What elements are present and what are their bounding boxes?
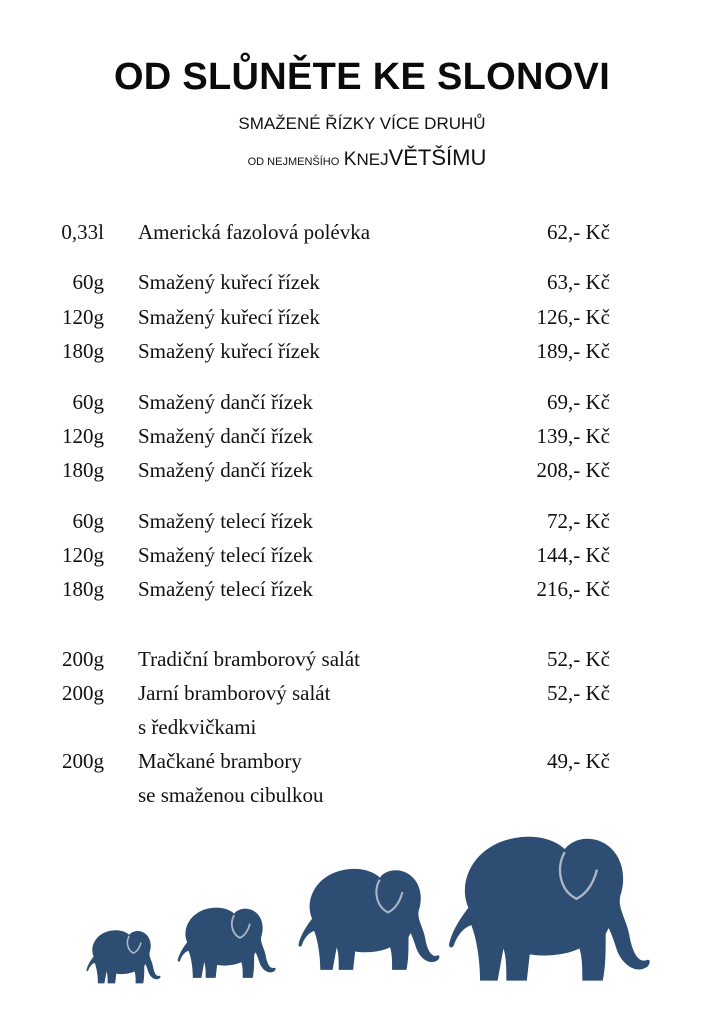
- menu-row-name: Smažený dančí řízek: [138, 390, 313, 414]
- menu-row-name: Smažený telecí řízek: [138, 543, 313, 567]
- menu-row-qty: 200g: [62, 681, 104, 705]
- menu-row-price: 126,- Kč: [536, 305, 610, 329]
- menu-row-qty: 180g: [62, 458, 104, 482]
- menu-row-qty: 200g: [62, 647, 104, 671]
- menu-row: [0, 424, 724, 458]
- menu-row: [0, 681, 724, 749]
- menu-row-price: 139,- Kč: [536, 424, 610, 448]
- menu-title: OD SLŮNĚTE KE SLONOVI: [113, 56, 611, 98]
- menu-subtitle: SMAŽENÉ ŘÍZKY VÍCE DRUHŮ: [238, 114, 486, 133]
- menu-row-name: Mačkané brambory: [138, 749, 302, 773]
- menu-row-name: Smažený kuřecí řízek: [138, 339, 320, 363]
- menu-row-price: 144,- Kč: [536, 543, 610, 567]
- menu-row: [0, 220, 724, 254]
- menu-row-qty: 200g: [62, 749, 104, 773]
- menu-row: [0, 458, 724, 492]
- menu-row-qty: 120g: [62, 543, 104, 567]
- menu-row-price: 52,- Kč: [547, 681, 610, 705]
- menu-row-price: 62,- Kč: [547, 220, 610, 244]
- elephant-calf-small-icon: [78, 923, 168, 985]
- menu-row-price: 52,- Kč: [547, 647, 610, 671]
- menu-row: [0, 390, 724, 424]
- elephant-family-icon: [70, 815, 655, 985]
- menu-row-price: 72,- Kč: [547, 509, 610, 533]
- menu-row-qty: 180g: [62, 577, 104, 601]
- menu-row-name: Tradiční bramborový salát: [138, 647, 361, 671]
- menu-row-name: Smažený kuřecí řízek: [138, 305, 320, 329]
- menu-row-price: 49,- Kč: [547, 749, 610, 773]
- menu-row-qty: 60g: [72, 270, 104, 294]
- menu-tagline: [0, 145, 724, 171]
- tagline-part: K: [343, 149, 357, 170]
- tagline-part: NEJ: [356, 150, 389, 169]
- menu-row-price: 69,- Kč: [547, 390, 610, 414]
- menu-row-price: 189,- Kč: [536, 339, 610, 363]
- menu-row-price: 63,- Kč: [547, 270, 610, 294]
- menu-row-qty: 0,33l: [61, 220, 104, 244]
- menu-row-name: Smažený kuřecí řízek: [138, 270, 320, 294]
- menu-row-qty: 180g: [62, 339, 104, 363]
- tagline-part: VĚTŠÍMU: [388, 145, 487, 170]
- tagline-part: OD NEJMENŠÍHO: [247, 156, 340, 168]
- menu-row-name: Smažený telecí řízek: [138, 577, 313, 601]
- menu-row: [0, 305, 724, 339]
- elephant-calf-icon: [162, 898, 290, 980]
- menu-row-price: 208,- Kč: [536, 458, 610, 482]
- menu-row-name: Smažený dančí řízek: [138, 424, 313, 448]
- menu-row-name: Smažený dančí řízek: [138, 458, 313, 482]
- menu-row: [0, 577, 724, 611]
- menu-row-qty: 120g: [62, 424, 104, 448]
- menu-row-name: Jarní bramborový salát: [138, 681, 331, 705]
- menu-row-price: 216,- Kč: [536, 577, 610, 601]
- menu-row: [0, 509, 724, 543]
- menu-row-name: Americká fazolová polévka: [138, 220, 371, 244]
- menu-row: [0, 543, 724, 577]
- menu-row-qty: 120g: [62, 305, 104, 329]
- elephant-young-icon: [284, 855, 452, 973]
- menu-row-name-line2: s ředkvičkami: [138, 715, 257, 739]
- elephant-adult-icon: [442, 817, 654, 985]
- menu-row-name-line2: se smaženou cibulkou: [138, 783, 324, 807]
- menu-row-qty: 60g: [72, 509, 104, 533]
- menu-row: [0, 647, 724, 681]
- menu-row: [0, 749, 724, 817]
- menu-row: [0, 339, 724, 373]
- menu-row: [0, 270, 724, 304]
- menu-row-name: Smažený telecí řízek: [138, 509, 313, 533]
- menu-row-qty: 60g: [72, 390, 104, 414]
